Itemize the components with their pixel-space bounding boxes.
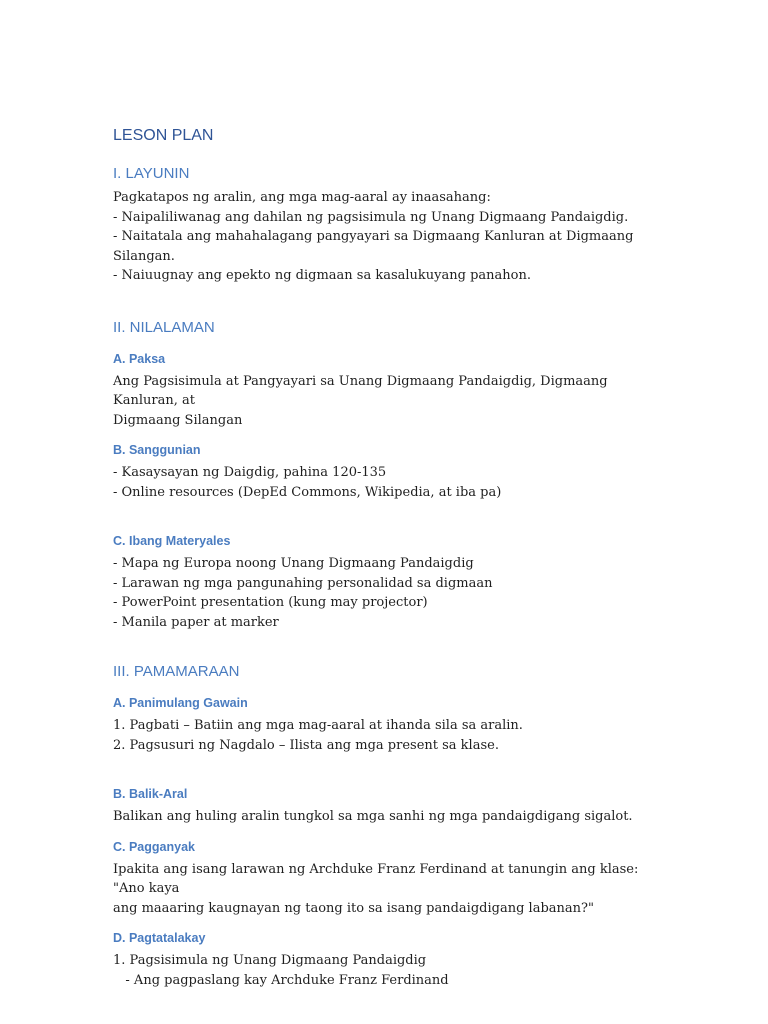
materyales-body bbox=[113, 554, 653, 632]
subheading-paksa: A. Paksa bbox=[113, 351, 166, 366]
document-title: LESON PLAN bbox=[113, 127, 214, 144]
text-line: Ang Pagsisimula at Pangyayari sa Unang Digmaang Pandaigdig, Digmaang Kanluran, at bbox=[113, 373, 612, 408]
pagtatalakay-body bbox=[113, 951, 653, 990]
pagganyak-body bbox=[113, 860, 653, 919]
list-item: 1. Pagbati – Batiin ang mga mag-aaral at ihanda sila sa aralin. bbox=[113, 718, 523, 733]
list-item: - Mapa ng Europa noong Unang Digmaang Pandaigdig bbox=[113, 556, 474, 571]
text-line: Digmaang Silangan bbox=[113, 412, 243, 428]
layunin-body bbox=[113, 188, 653, 286]
section-heading-pamamaraan: III. PAMAMARAAN bbox=[113, 663, 240, 680]
list-item: - Kasaysayan ng Daigdig, pahina 120-135 bbox=[113, 465, 387, 480]
panimula-body bbox=[113, 716, 653, 755]
text-line: Ipakita ang isang larawan ng Archduke Franz Ferdinand at tanungin ang klase: "Ano kaya bbox=[113, 861, 643, 896]
list-item: - Naitatala ang mahahalagang pangyayari sa Digmaang Kanluran at Digmaang Silangan. bbox=[113, 229, 638, 264]
section-heading-nilalaman: II. NILALAMAN bbox=[113, 318, 215, 336]
balik-aral-body bbox=[113, 807, 653, 827]
subheading-pagganyak: C. Pagganyak bbox=[113, 839, 195, 854]
sanggunian-body bbox=[113, 463, 653, 502]
list-item: - Ang pagpaslang kay Archduke Franz Ferdinand bbox=[113, 972, 449, 988]
section-heading-layunin: I. LAYUNIN bbox=[113, 165, 190, 182]
list-item: - Larawan ng mga pangunahing personalidad sa digmaan bbox=[113, 575, 493, 591]
subheading-pagtatalakay: D. Pagtatalakay bbox=[113, 931, 206, 945]
list-item: - Online resources (DepEd Commons, Wikipedia, at iba pa) bbox=[113, 484, 502, 500]
list-item: - PowerPoint presentation (kung may projector) bbox=[113, 595, 428, 610]
list-item: - Naipaliliwanag ang dahilan ng pagsisimula ng Unang Digmaang Pandaigdig. bbox=[113, 209, 629, 225]
subheading-balik-aral: B. Balik-Aral bbox=[113, 787, 188, 801]
text-line: ang maaaring kaugnayan ng taong ito sa isang pandaigdigang labanan?" bbox=[113, 900, 594, 916]
list-item: - Naiuugnay ang epekto ng digmaan sa kasalukuyang panahon. bbox=[113, 268, 531, 283]
lesson-plan-document bbox=[113, 126, 653, 990]
list-item: 2. Pagsusuri ng Nagdalo – Ilista ang mga present sa klase. bbox=[113, 737, 499, 753]
list-item: 1. Pagsisimula ng Unang Digmaang Pandaigdig bbox=[113, 953, 427, 968]
subheading-sanggunian: B. Sanggunian bbox=[113, 443, 201, 457]
list-item: - Manila paper at marker bbox=[113, 614, 279, 630]
text-line: Pagkatapos ng aralin, ang mga mag-aaral ay inaasahang: bbox=[113, 190, 491, 205]
subheading-materyales: C. Ibang Materyales bbox=[113, 534, 231, 548]
subheading-panimula: A. Panimulang Gawain bbox=[113, 696, 248, 710]
paksa-body bbox=[113, 372, 653, 431]
text-line: Balikan ang huling aralin tungkol sa mga sanhi ng mga pandaigdigang sigalot. bbox=[113, 809, 633, 824]
